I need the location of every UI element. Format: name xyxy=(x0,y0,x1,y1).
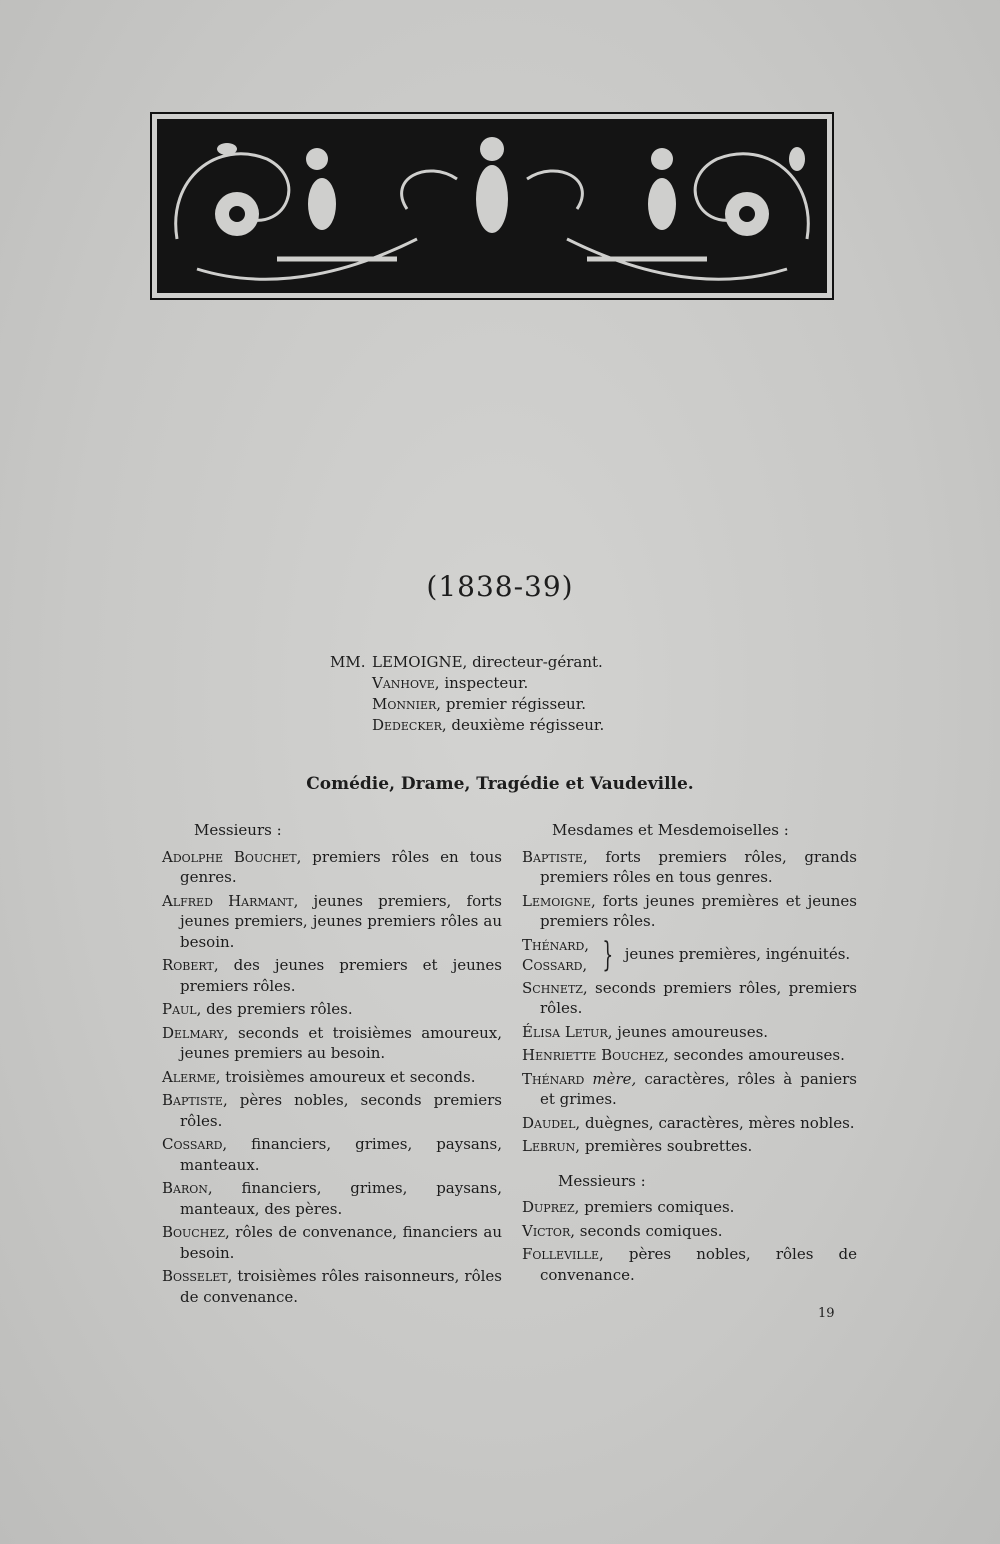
cast-role: duègnes, caractères, mères nobles. xyxy=(584,1113,855,1132)
cast-role: rôles de convenance, financiers au besoin. xyxy=(180,1223,502,1262)
cast-name: Duprez, xyxy=(522,1198,580,1216)
cast-role: forts jeunes premières et jeunes premiers rôles. xyxy=(540,891,857,930)
cast-name: Bosselet, xyxy=(162,1267,233,1285)
cast-entry xyxy=(522,978,857,1019)
cast-role: seconds comiques. xyxy=(579,1221,723,1240)
cast-name: Schnetz, xyxy=(522,978,588,997)
cast-qualifier: mère, xyxy=(592,1069,637,1088)
cast-name: Baptiste, xyxy=(522,847,588,866)
ornament-banner xyxy=(150,112,834,300)
staff-name: LEMOIGNE, xyxy=(372,653,468,671)
cast-role: jeunes premières, ingénuités. xyxy=(624,945,851,964)
cast-entry xyxy=(522,1197,857,1218)
cast-entry xyxy=(522,847,857,888)
cast-entry xyxy=(162,955,502,996)
cast-role: premiers rôles en tous genres. xyxy=(180,847,502,886)
cast-name: Baptiste, xyxy=(162,1091,228,1109)
cast-role: premières soubrettes. xyxy=(584,1137,753,1155)
cast-name: Adolphe Bouchet, xyxy=(162,847,302,866)
column-heading: Mesdames et Mesdemoiselles : xyxy=(552,821,789,839)
staff-line xyxy=(330,694,604,715)
cast-role: seconds premiers rôles, premiers rôles. xyxy=(540,978,857,1017)
section-title: Comédie, Drame, Tragédie et Vaudeville. xyxy=(306,774,694,794)
cast-entry xyxy=(162,1134,502,1175)
cast-name: Bouchez, xyxy=(162,1223,230,1241)
staff-name: Vanhove, xyxy=(372,674,440,692)
cast-entry xyxy=(162,1090,502,1131)
staff-role: premier régisseur. xyxy=(445,695,586,713)
column-heading: Messieurs : xyxy=(194,821,282,839)
cast-name: Delmary, xyxy=(162,1023,229,1042)
staff-role: inspecteur. xyxy=(444,674,529,692)
cast-entry xyxy=(522,1069,857,1110)
cast-role: premiers comiques. xyxy=(584,1198,735,1216)
staff-list xyxy=(330,652,604,736)
cast-entry xyxy=(522,1221,857,1242)
cast-role: des jeunes premiers et jeunes premiers rôles. xyxy=(180,956,502,995)
season-year: (1838-39) xyxy=(426,570,574,603)
brace-icon: } xyxy=(602,934,614,975)
cast-name: Cossard, xyxy=(522,955,588,974)
cast-entry xyxy=(162,847,502,888)
cast-entry xyxy=(162,999,502,1020)
staff-prefix: MM. xyxy=(330,653,366,671)
cast-entry xyxy=(162,1067,502,1088)
ornament-icon xyxy=(157,119,827,293)
cast-name: Cossard, xyxy=(162,1135,228,1153)
cast-name: Thénard xyxy=(522,1069,585,1088)
cast-role: seconds et troisièmes amoureux, jeunes premiers au besoin. xyxy=(180,1023,502,1062)
cast-name: Robert, xyxy=(162,956,219,974)
cast-entry xyxy=(522,1045,857,1066)
staff-name: Dedecker, xyxy=(372,716,447,734)
cast-entry xyxy=(162,1178,502,1219)
cast-name: Alerme, xyxy=(162,1067,221,1086)
cast-name: Thénard, xyxy=(522,935,590,954)
cast-role: financiers, grimes, paysans, manteaux. xyxy=(180,1135,502,1174)
cast-role: jeunes premiers, forts jeunes premiers, jeunes premiers rôles au besoin. xyxy=(180,891,502,951)
staff-role: deuxième régisseur. xyxy=(451,716,605,734)
cast-role: jeunes amoureuses. xyxy=(617,1022,769,1041)
cast-role: pères nobles, rôles de convenance. xyxy=(540,1245,857,1284)
cast-name: Paul, xyxy=(162,1000,202,1018)
cast-name: Baron, xyxy=(162,1179,213,1197)
cast-role: troisièmes amoureux et seconds. xyxy=(225,1067,476,1086)
cast-role: pères nobles, seconds premiers rôles. xyxy=(180,1091,502,1130)
cast-name: Lemoigne, xyxy=(522,891,596,910)
cast-entry xyxy=(162,891,502,953)
staff-line xyxy=(330,715,604,736)
cast-group-names xyxy=(522,935,589,975)
cast-entry xyxy=(522,1244,857,1285)
cast-name: Folleville, xyxy=(522,1245,604,1263)
cast-entry xyxy=(522,1136,857,1157)
cast-entry xyxy=(522,1113,857,1134)
cast-entry xyxy=(162,1266,502,1307)
staff-name: Monnier, xyxy=(372,695,442,713)
cast-name: Henriette Bouchez, xyxy=(522,1046,669,1064)
staff-role: directeur-gérant. xyxy=(472,653,603,671)
staff-line xyxy=(330,652,604,673)
page-number: 19 xyxy=(818,1306,835,1321)
cast-name: Victor, xyxy=(522,1221,575,1240)
cast-entry xyxy=(522,891,857,932)
cast-name: Lebrun, xyxy=(522,1137,581,1155)
cast-group xyxy=(522,935,857,975)
cast-entry xyxy=(162,1222,502,1263)
column-subheading: Messieurs : xyxy=(558,1171,646,1190)
left-column xyxy=(162,820,502,1310)
cast-entry xyxy=(522,1022,857,1043)
cast-role: des premiers rôles. xyxy=(206,1000,353,1018)
cast-name: Élisa Letur, xyxy=(522,1022,613,1041)
cast-role: forts premiers rôles, grands premiers rôles en tous genres. xyxy=(540,847,857,886)
cast-role: troisièmes rôles raisonneurs, rôles de convenance. xyxy=(180,1267,502,1306)
cast-role: financiers, grimes, paysans, manteaux, des pères. xyxy=(180,1179,502,1218)
cast-entry xyxy=(162,1023,502,1064)
staff-line xyxy=(330,673,604,694)
cast-role: caractères, rôles à paniers et grimes. xyxy=(540,1069,857,1108)
cast-name: Daudel, xyxy=(522,1113,581,1132)
cast-role: secondes amoureuses. xyxy=(673,1046,845,1064)
right-column xyxy=(522,820,857,1288)
cast-name: Alfred Harmant, xyxy=(162,891,299,910)
